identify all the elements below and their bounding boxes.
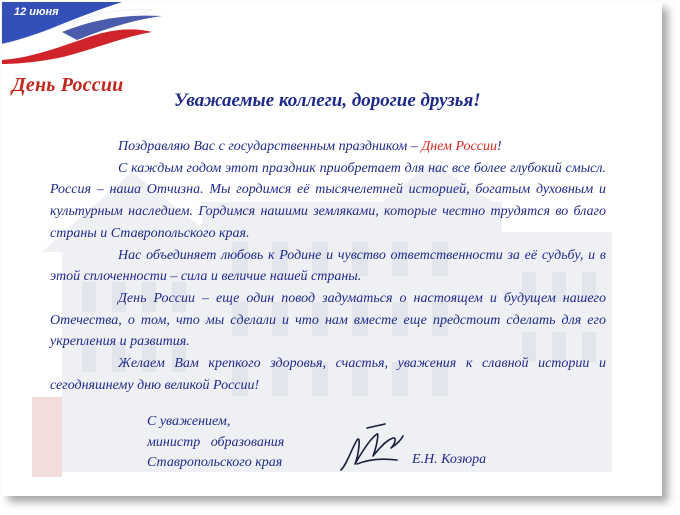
letter-body [50,136,606,396]
paragraph-meaning: С каждым годом этот праздник приобретает для нас все более глубокий смысл. Россия – наша Отчизна. Мы гордимся её тысячелетней историей, богатым духовным и культурным наследием. Гордимся нашими земляками, которые честно трудятся во благо страны и Ставропольского края. [50,160,606,241]
paragraph-unity: Нас объединяет любовь к Родине и чувство ответственности за её судьбу, и в этой сплоченности – сила и величие нашей страны. [50,247,606,285]
paragraph-wishes: Желаем Вам крепкого здоровья, счастья, уважения к славной истории и сегодняшнему дню великой России! [50,356,606,393]
holiday-title: День России [12,74,124,96]
paragraph-greeting: Поздравляю Вас с государственным праздником – Днем России! [118,139,502,154]
date-label: 12 июня [14,6,59,18]
closing-line: С уважением, [147,414,231,429]
signer-name: Е.Н. Козюра [412,452,487,467]
letter-salutation: Уважаемые коллеги, дорогие друзья! [174,90,481,111]
signature-block [147,412,284,474]
position-line: министр образования [147,434,285,450]
holiday-highlight: Днем России [421,139,497,154]
handwritten-signature [337,420,407,476]
greeting-card [2,2,662,496]
region-line: Ставропольского края [147,455,283,470]
paragraph-future: День России – еще один повод задуматься о настоящем и будущем нашего Отечества, о том, что мы сделали и что нам вместе еще предстоит сделать для его укрепления и развития. [50,290,606,350]
